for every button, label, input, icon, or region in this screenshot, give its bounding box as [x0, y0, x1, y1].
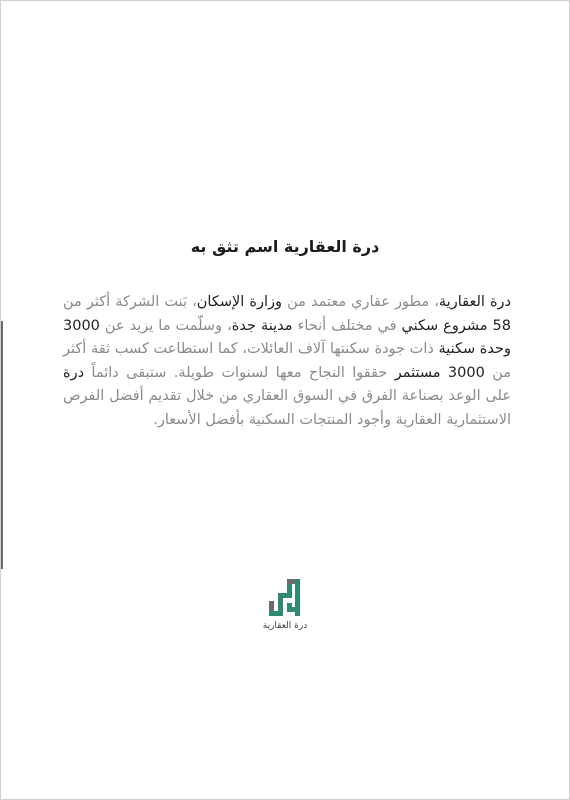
text-segment: ، بَنت الشركة أكثر من	[63, 294, 197, 310]
company-logo	[247, 573, 323, 645]
text-segment: ذات جودة سكنتها آلاف العائلات، كما استطاعت كسب ثقة أكثر من	[63, 341, 511, 381]
company-description	[63, 291, 511, 432]
investors-count: 3000 مستثمر	[394, 364, 485, 381]
brand-name: درة	[63, 364, 85, 381]
units-count: 3000 وحدة سكنية	[63, 317, 511, 357]
text-segment: حققوا النجاح معها لسنوات طويلة. ستبقى دائماً	[84, 364, 395, 381]
durra-logo-icon	[268, 573, 302, 617]
company-name: درة العقارية	[438, 294, 512, 310]
text-segment: على الوعد بصناعة الفرق في السوق العقاري من خلال تقديم أفضل الفرص الاستثمارية العقارية وأجود المنتجات السكنية بأفضل الأسعار.	[63, 388, 511, 428]
logo-caption: درة العقارية	[262, 621, 308, 631]
projects-count: 58 مشروع سكني	[401, 317, 511, 334]
city-name: مدينة جدة	[231, 317, 293, 334]
text-segment: ، وسلّمت ما يزيد عن	[99, 317, 232, 334]
text-segment: في مختلف أنحاء	[292, 317, 402, 334]
page-edge-marker	[1, 321, 3, 569]
document-title: درة العقارية اسم تثق به	[190, 237, 380, 256]
ministry-name: وزارة الإسكان	[196, 294, 283, 310]
text-segment: ، مطور عقاري معتمد من	[282, 294, 439, 310]
